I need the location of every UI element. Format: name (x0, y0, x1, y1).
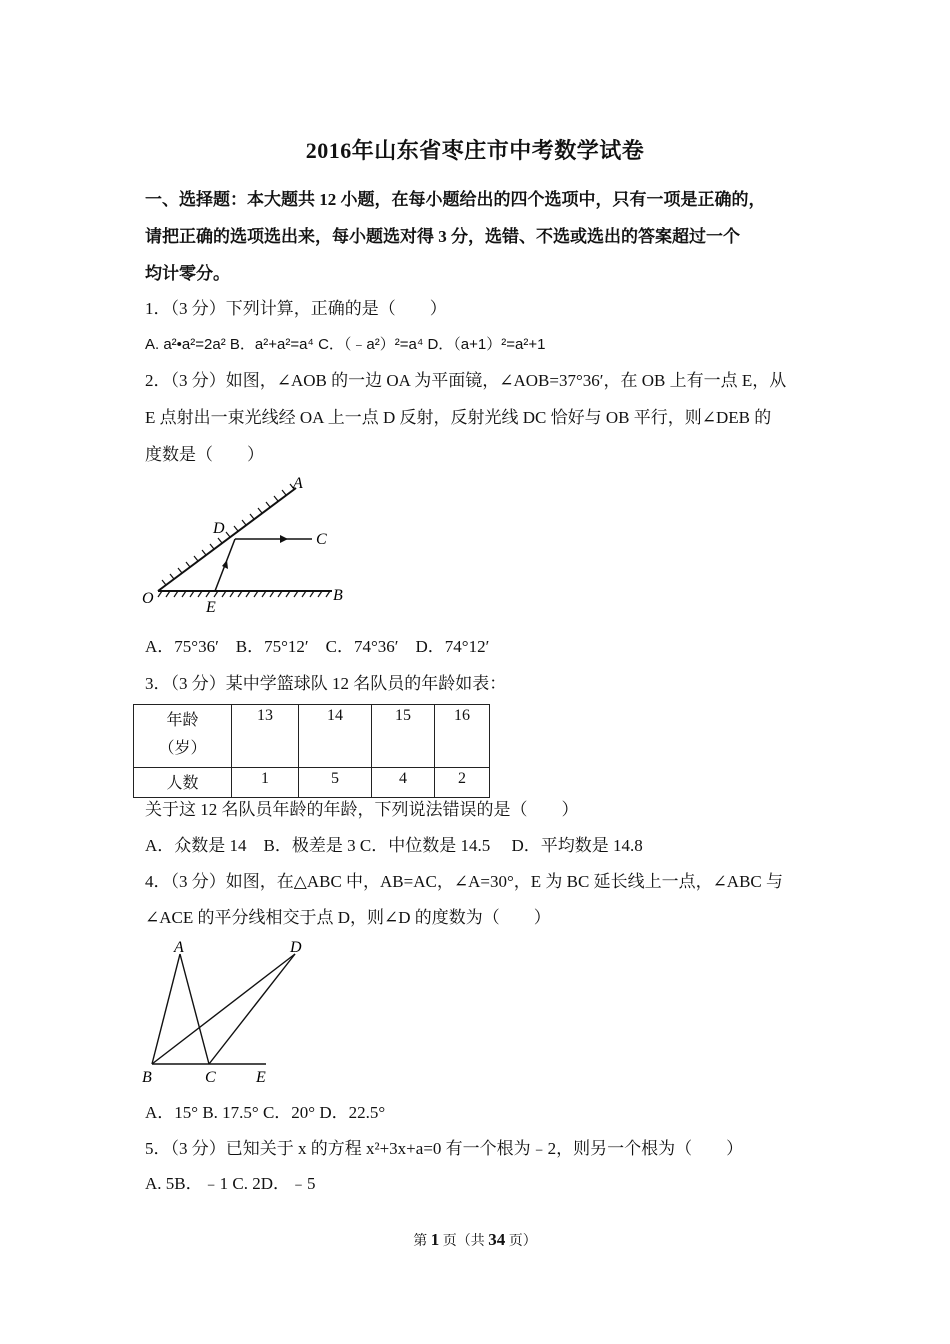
q1-option-d: D．（a+1）²=a²+1 (427, 336, 546, 353)
table-cell: 2 (435, 768, 490, 798)
table-header-age: 年龄 （岁） (134, 705, 232, 768)
fig2-label-a: A (174, 939, 184, 956)
question-2-options: A．75°36′ B．75°12′ C．74°36′ D．74°12′ (145, 637, 490, 656)
section-instruction-line-2: 请把正确的选项选出来，每小题选对得 3 分，选错、不选或选出的答案超过一个 (145, 227, 740, 246)
age-table (133, 704, 490, 798)
question-1-stem: 1．（3 分）下列计算，正确的是（ ） (145, 299, 447, 318)
mirror-angle-figure (140, 476, 350, 616)
triangle-bisector-figure (138, 936, 318, 1086)
page-title: 2016年山东省枣庄市中考数学试卷 (305, 138, 645, 163)
table-row (134, 705, 490, 768)
total-page-count: 34 (488, 1230, 506, 1249)
table-cell: 1 (232, 768, 299, 798)
table-cell: 15 (372, 705, 435, 768)
question-2-line-1: 2．（3 分）如图，∠AOB 的一边 OA 为平面镜，∠AOB=37°36′，在 OB 上有一点 E，从 (145, 371, 787, 390)
fig2-label-b: B (142, 1069, 152, 1086)
question-2-line-2: E 点射出一束光线经 OA 上一点 D 反射，反射光线 DC 恰好与 OB 平行，则∠DEB 的 (145, 408, 772, 427)
page-footer: 第 1 页（共 34 页） (413, 1230, 537, 1249)
fig1-label-d: D (213, 520, 225, 537)
question-5-options: A. 5B．﹣1 C. 2D．﹣5 (145, 1174, 316, 1193)
question-4-line-2: ∠ACE 的平分线相交于点 D，则∠D 的度数为（ ） (145, 908, 551, 927)
table-cell: 4 (372, 768, 435, 798)
fig2-label-c: C (205, 1069, 216, 1086)
table-cell: 14 (299, 705, 372, 768)
question-2-line-3: 度数是（ ） (145, 445, 264, 464)
table-header-count: 人数 (134, 768, 232, 798)
table-cell: 13 (232, 705, 299, 768)
question-1-options (145, 333, 825, 357)
table-cell: 5 (299, 768, 372, 798)
question-4-line-1: 4．（3 分）如图，在△ABC 中，AB=AC，∠A=30°，E 为 BC 延长线上一点，∠ABC 与 (145, 872, 784, 891)
q1-option-c: C．（﹣a²）²=a⁴ (318, 336, 424, 353)
question-4-options: A．15° B. 17.5° C．20° D．22.5° (145, 1103, 386, 1122)
question-3-question: 关于这 12 名队员年龄的年龄，下列说法错误的是（ ） (145, 800, 579, 819)
current-page-number: 1 (430, 1230, 440, 1249)
table-cell: 16 (435, 705, 490, 768)
fig1-label-c: C (316, 531, 327, 548)
fig2-label-d: D (290, 939, 302, 956)
table-row (134, 768, 490, 798)
fig1-label-a: A (293, 476, 303, 492)
fig1-label-b: B (333, 587, 343, 604)
question-3-options: A．众数是 14 B．极差是 3 C．中位数是 14.5 D．平均数是 14.8 (145, 836, 643, 855)
q1-option-b: B．a²+a²=a⁴ (229, 336, 314, 353)
fig1-label-e: E (206, 599, 216, 616)
fig2-label-e: E (256, 1069, 266, 1086)
section-instruction-line-1: 一、选择题：本大题共 12 小题，在每小题给出的四个选项中，只有一项是正确的， (145, 190, 766, 209)
fig1-label-o: O (142, 590, 154, 607)
question-3-stem: 3．（3 分）某中学篮球队 12 名队员的年龄如表： (145, 674, 507, 693)
question-5-stem: 5．（3 分）已知关于 x 的方程 x²+3x+a=0 有一个根为﹣2，则另一个根为（ ） (145, 1139, 744, 1158)
section-instruction-line-3: 均计零分。 (145, 264, 230, 283)
q1-option-a: A. a²•a²=2a² (145, 336, 226, 353)
